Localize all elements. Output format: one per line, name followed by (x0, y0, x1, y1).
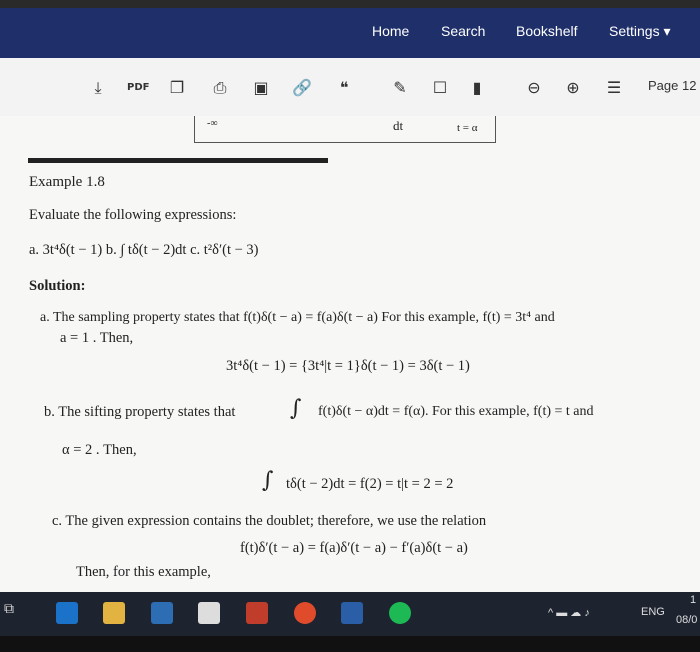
reader-toolbar (0, 58, 700, 117)
media-app-icon[interactable] (246, 602, 268, 624)
top-navigation-bar (0, 8, 700, 58)
solution-label: Solution: (29, 278, 86, 294)
monitor-bezel (0, 636, 700, 652)
equation-fragment (194, 116, 496, 143)
app-icon[interactable] (341, 602, 363, 624)
system-tray-icons[interactable]: ^ ▬ ☁ ♪ (548, 607, 590, 619)
link-icon[interactable]: 🔗 (292, 78, 312, 97)
pdf-icon[interactable]: PDF (127, 82, 150, 93)
solution-b-line1-post: f(t)δ(t − α)dt = f(α). For this example, f(t) = t and (318, 404, 594, 419)
solution-a-line1: a. The sampling property states that f(t)δ(t − a) = f(a)δ(t − a) For this example, f(t) = 3t⁴ and (40, 310, 555, 325)
mail-icon[interactable] (198, 602, 220, 624)
highlight-pen-icon[interactable]: ✎ (393, 78, 407, 97)
solution-b-line1-pre: b. The sifting property states that (44, 404, 236, 420)
solution-b-equation: tδ(t − 2)dt = f(2) = t|t = 2 = 2 (286, 476, 454, 492)
integral-sign: ∫ (290, 396, 302, 421)
zoom-out-icon[interactable]: ⊖ (527, 78, 541, 97)
zoom-in-icon[interactable]: ⊕ (566, 78, 580, 97)
solution-c-line2: Then, for this example, (76, 564, 211, 580)
nav-search-link[interactable]: Search (441, 23, 486, 39)
clock-time[interactable]: 1 (690, 594, 697, 606)
example-title: Example 1.8 (29, 174, 105, 190)
spotify-icon[interactable] (389, 602, 411, 624)
bookmark-icon[interactable]: ▮ (472, 78, 482, 97)
store-icon[interactable] (151, 602, 173, 624)
example-items: a. 3t⁴δ(t − 1) b. ∫ tδ(t − 2)dt c. t²δ′(t − 3) (29, 242, 259, 258)
page-number-label: Page 12 (648, 78, 697, 93)
section-divider (28, 158, 328, 163)
task-view-icon[interactable]: ⧉ (4, 602, 14, 617)
nav-bookshelf-link[interactable]: Bookshelf (516, 23, 578, 39)
print-icon[interactable]: ⎙ (213, 78, 227, 97)
note-icon[interactable]: ☐ (432, 78, 448, 97)
solution-c-equation: f(t)δ′(t − a) = f(a)δ′(t − a) − f′(a)δ(t − a) (240, 540, 468, 556)
chrome-icon[interactable] (294, 602, 316, 624)
add-page-icon[interactable]: ▣ (253, 78, 269, 97)
fragment-dt: dt (393, 118, 404, 133)
solution-a-line2: a = 1 . Then, (60, 330, 134, 346)
download-icon[interactable]: ⤓ (94, 78, 102, 97)
nav-settings-link[interactable]: Settings ▾ (609, 23, 671, 39)
fragment-lower-limit: -∞ (207, 118, 218, 129)
file-explorer-icon[interactable] (103, 602, 125, 624)
book-page-content (0, 116, 700, 592)
fragment-eval: t = α (457, 122, 478, 134)
language-indicator[interactable]: ENG (641, 606, 665, 618)
integral-sign: ∫ (262, 468, 274, 493)
edge-browser-icon[interactable] (56, 602, 78, 624)
solution-c-line1: c. The given expression contains the doublet; therefore, we use the relation (52, 513, 487, 529)
windows-taskbar (0, 592, 700, 636)
menu-icon[interactable]: ☰ (606, 78, 622, 97)
quote-icon[interactable]: ❝ (339, 78, 349, 97)
copy-icon[interactable]: ❐ (169, 78, 185, 97)
solution-a-equation: 3t⁴δ(t − 1) = {3t⁴|t = 1}δ(t − 1) = 3δ(t − 1) (226, 358, 470, 374)
nav-home-link[interactable]: Home (372, 23, 410, 39)
example-prompt: Evaluate the following expressions: (29, 207, 237, 223)
solution-b-line2: α = 2 . Then, (62, 442, 137, 458)
clock-date[interactable]: 08/0 (676, 614, 698, 626)
